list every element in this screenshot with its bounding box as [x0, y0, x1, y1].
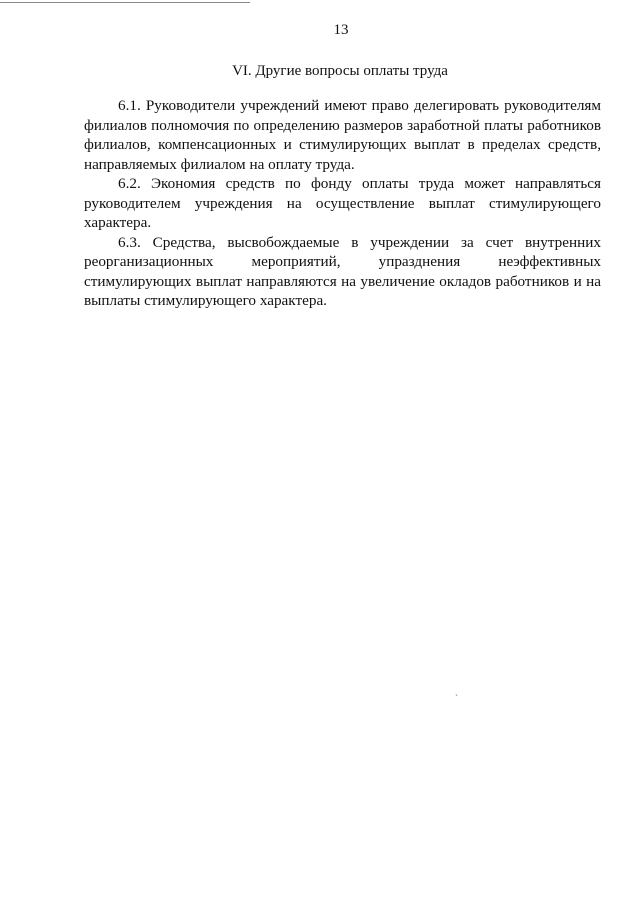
- section-title: VI. Другие вопросы оплаты труда: [232, 63, 448, 79]
- scan-speck: ˎ: [455, 686, 458, 696]
- document-body: [84, 96, 601, 311]
- paragraph-6-2: 6.2. Экономия средств по фонду оплаты труда может направляться руководителем учреждения на осуществление выплат стимулирующего характера.: [84, 175, 601, 231]
- paragraph-6-1: 6.1. Руководители учреждений имеют право делегировать руководителям филиалов полномочия по определению размеров заработной платы работников филиалов, компенсационных и стимулирующих выплат в пределах средств, направляемых филиалом на оплату труда.: [84, 97, 601, 173]
- paragraph-6-3: 6.3. Средства, высвобождаемые в учреждении за счет внутренних реорганизационных мероприятий, упразднения неэффективных стимулирующих выплат направляются на увеличение окладов работников и на выплаты стимулирующего характера.: [84, 233, 601, 309]
- page-number: 13: [333, 22, 349, 38]
- top-border-line: [0, 2, 250, 3]
